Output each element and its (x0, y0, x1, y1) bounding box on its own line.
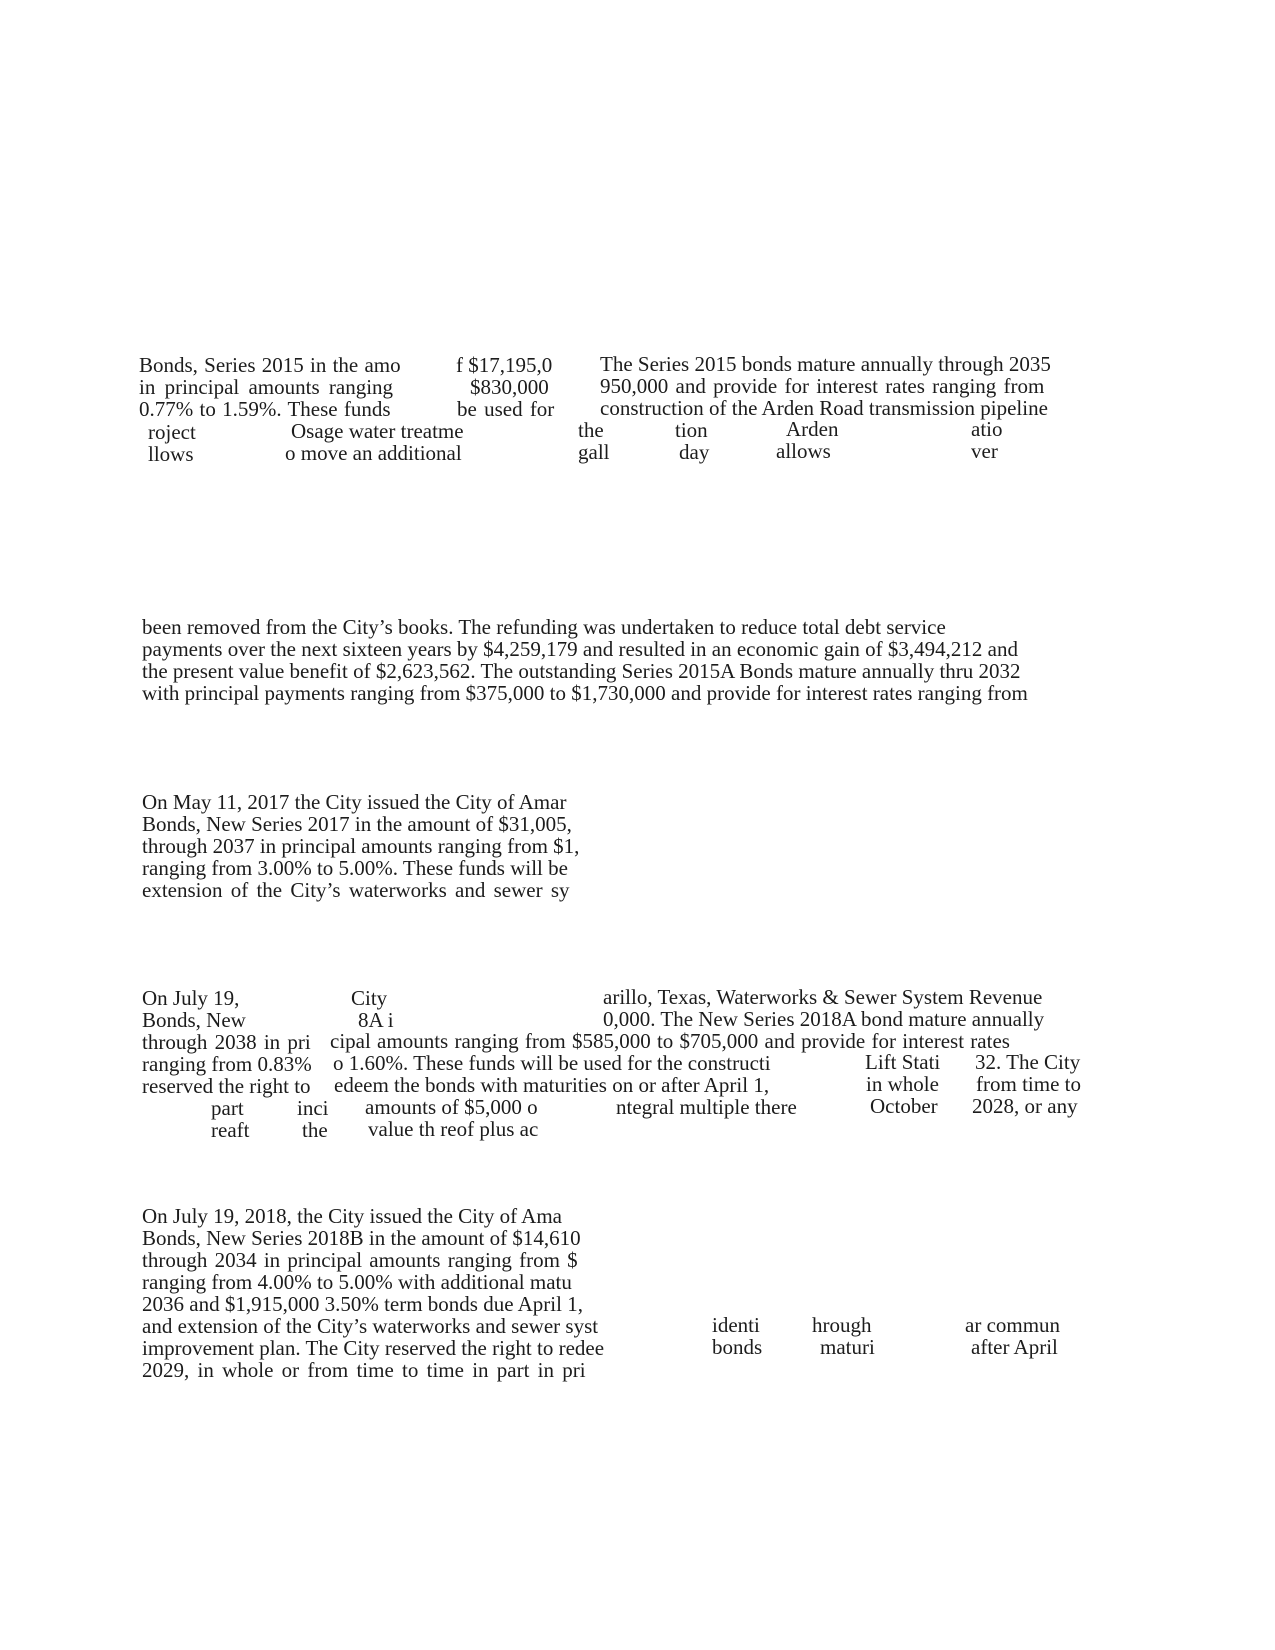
text-fragment: identi (712, 1313, 760, 1337)
text-fragment: ar commun (965, 1313, 1061, 1337)
text-fragment: amounts of $5,000 o (365, 1095, 538, 1119)
text-fragment: the (302, 1118, 328, 1142)
text-line: ranging from 4.00% to 5.00% with additional matu (142, 1270, 572, 1294)
text-fragment: reaft (211, 1118, 250, 1142)
text-fragment: October (870, 1094, 938, 1118)
text-line: the present value benefit of $2,623,562. The outstanding Series 2015A Bonds mature annually thru 2032 (142, 659, 1021, 683)
text-fragment: roject (148, 420, 196, 444)
text-line: been removed from the City’s books. The refunding was undertaken to reduce total debt service (142, 615, 946, 639)
text-line: 2036 and $1,915,000 3.50% term bonds due April 1, (142, 1292, 583, 1316)
text-line: construction of the Arden Road transmission pipeline (600, 396, 1048, 420)
text-fragment: from time to (976, 1072, 1081, 1096)
text-line: extension of the City’s waterworks and sewer sy (142, 878, 570, 902)
text-fragment: City (351, 986, 388, 1010)
text-fragment: tion (675, 418, 708, 442)
text-fragment: ver (971, 439, 998, 463)
text-fragment: On July 19, (142, 986, 240, 1010)
text-fragment: inci (297, 1096, 329, 1120)
text-line: Bonds, Series 2015 in the amo (139, 353, 401, 377)
text-fragment: bonds (712, 1335, 763, 1359)
text-line: through 2037 in principal amounts ranging from $1, (142, 834, 580, 858)
text-fragment: in whole (866, 1072, 939, 1096)
text-line: Bonds, New Series 2018B in the amount of $14,610 (142, 1226, 581, 1250)
text-fragment: 8A i (358, 1008, 394, 1032)
text-fragment: part (211, 1096, 244, 1120)
text-fragment: arillo, Texas, Waterworks & Sewer System Revenue (603, 985, 1043, 1009)
text-line: and extension of the City’s waterworks and sewer syst (142, 1314, 599, 1338)
text-line: improvement plan. The City reserved the right to redee (142, 1336, 605, 1360)
text-line: ranging from 3.00% to 5.00%. These funds will be (142, 856, 568, 880)
text-fragment: edeem the bonds with maturities on or after April 1, (334, 1073, 770, 1097)
text-line: with principal payments ranging from $375,000 to $1,730,000 and provide for interest rates ranging from (142, 681, 1028, 705)
text-fragment: hrough (812, 1313, 872, 1337)
text-line: in principal amounts ranging (139, 375, 394, 399)
text-fragment: after April (971, 1335, 1058, 1359)
text-line: payments over the next sixteen years by $4,259,179 and resulted in an economic gain of $3,494,212 and (142, 637, 1018, 661)
text-line: 0.77% to 1.59%. These funds (139, 397, 391, 421)
text-fragment: $830,000 (470, 375, 549, 399)
text-fragment: ntegral multiple there (616, 1095, 797, 1119)
text-fragment: 32. The City (975, 1050, 1081, 1074)
text-fragment: maturi (820, 1335, 875, 1359)
text-line: 950,000 and provide for interest rates ranging from (600, 374, 1045, 398)
text-fragment: be used for (457, 397, 555, 421)
text-fragment: llows (148, 442, 194, 466)
text-fragment: Bonds, New (142, 1008, 246, 1032)
text-fragment: cipal amounts ranging from $585,000 to $705,000 and provide for interest rates (330, 1029, 1010, 1053)
text-fragment: o 1.60%. These funds will be used for the constructi (333, 1051, 771, 1075)
text-fragment: 0,000. The New Series 2018A bond mature annually (603, 1007, 1045, 1031)
text-fragment: Lift Stati (865, 1050, 941, 1074)
text-fragment: the (578, 418, 604, 442)
text-line: Bonds, New Series 2017 in the amount of $31,005, (142, 812, 572, 836)
text-fragment: through 2038 in pri (142, 1030, 311, 1054)
text-fragment: ranging from 0.83% (142, 1052, 312, 1076)
text-fragment: 2028, or any (972, 1094, 1078, 1118)
text-line: On May 11, 2017 the City issued the City of Amar (142, 790, 567, 814)
text-line: through 2034 in principal amounts ranging from $ (142, 1248, 578, 1272)
text-fragment: reserved the right to (142, 1074, 311, 1098)
text-line: 2029, in whole or from time to time in part in pri (142, 1358, 586, 1382)
text-fragment: Arden (786, 417, 839, 441)
text-fragment: day (679, 440, 710, 464)
text-fragment: gall (578, 440, 610, 464)
text-fragment: Osage water treatme (291, 419, 464, 443)
text-fragment: allows (776, 439, 831, 463)
text-line: The Series 2015 bonds mature annually through 2035 (600, 352, 1051, 376)
text-fragment: f $17,195,0 (456, 353, 553, 377)
text-fragment: o move an additional (285, 441, 462, 465)
text-fragment: atio (971, 417, 1003, 441)
text-line: On July 19, 2018, the City issued the City of Ama (142, 1204, 562, 1228)
text-fragment: value th reof plus ac (368, 1117, 539, 1141)
